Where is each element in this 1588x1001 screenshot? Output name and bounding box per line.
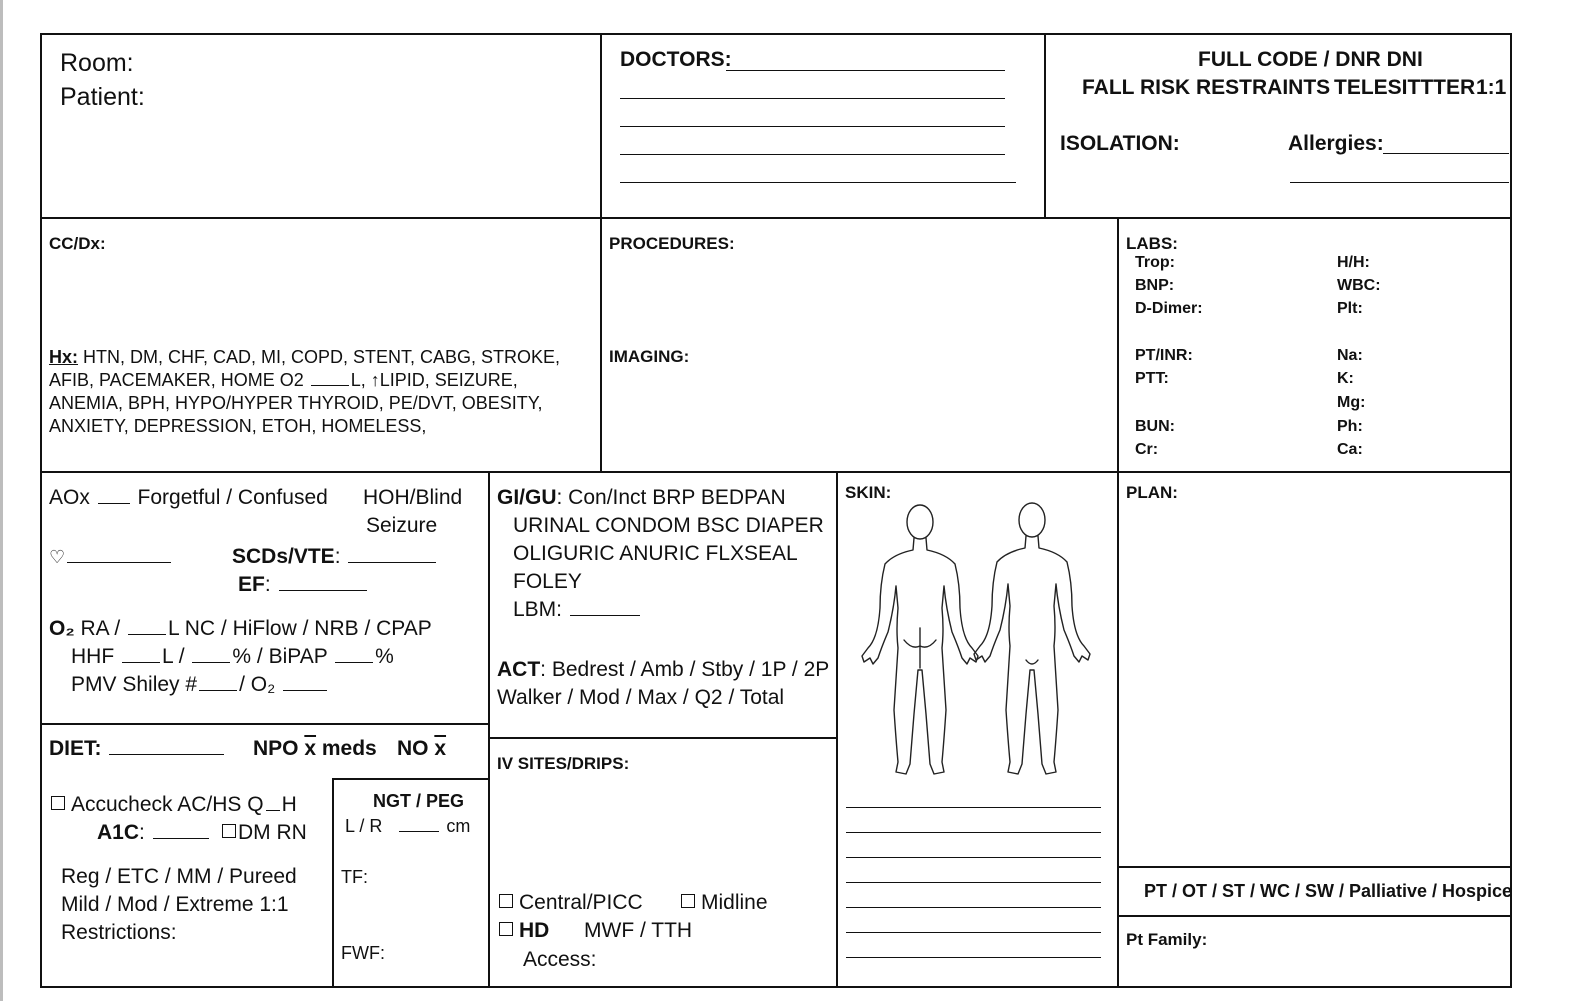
lab-wbc: WBC: xyxy=(1337,277,1381,294)
gi-options-2: URINAL CONDOM BSC DIAPER xyxy=(513,514,824,537)
seizure: Seizure xyxy=(366,514,438,537)
header-divider-a xyxy=(600,33,602,219)
aox-blank xyxy=(98,502,130,504)
allergies-label: Allergies: xyxy=(1288,132,1384,155)
skin-line-2 xyxy=(846,832,1101,833)
npo-label: NPO xyxy=(253,737,305,760)
lbm-blank xyxy=(570,614,640,616)
doctors-line-1 xyxy=(726,70,1005,71)
lab-ca: Ca: xyxy=(1337,441,1363,458)
dm-rn-label: DM RN xyxy=(238,821,307,844)
diet-label: DIET: xyxy=(49,737,102,760)
frame-bottom xyxy=(40,986,1512,988)
accucheck-h: H xyxy=(281,793,297,816)
frame-top xyxy=(40,33,1512,35)
aox-line xyxy=(49,484,328,511)
o2-flow-label: / O₂ xyxy=(239,673,282,696)
lab-mg: Mg: xyxy=(1337,394,1366,411)
gi-options-1: : Con/Inct BRP BEDPAN xyxy=(556,486,786,509)
dm-rn-checkbox[interactable] xyxy=(222,824,236,838)
lower-divider-b xyxy=(836,471,838,988)
diet-blank xyxy=(109,753,224,755)
act-line-1 xyxy=(497,656,829,683)
services-bottom-line xyxy=(1117,915,1512,917)
npo-meds-label: meds xyxy=(316,737,377,760)
header-divider-b xyxy=(1044,33,1046,219)
midline-checkbox[interactable] xyxy=(681,894,695,908)
o2-line-1 xyxy=(49,615,432,642)
allergies-line-1 xyxy=(1383,153,1509,154)
act-options-1: : Bedrest / Amb / Stby / 1P / 2P xyxy=(540,658,830,681)
hd-line[interactable] xyxy=(499,917,549,944)
lab-k: K: xyxy=(1337,370,1354,387)
ef-line xyxy=(238,571,369,598)
services-top-line xyxy=(1117,866,1512,868)
lbm-line xyxy=(513,596,642,623)
services-list: PT / OT / ST / WC / SW / Palliative / Hospice xyxy=(1144,881,1513,901)
aox-label: AOx xyxy=(49,486,90,509)
skin-line-6 xyxy=(846,932,1101,933)
npo-x-bar: $\overline{x}$ xyxy=(304,737,317,760)
gi-options-4: FOLEY xyxy=(513,570,582,593)
fall-risk: FALL RISK xyxy=(1082,76,1191,99)
skin-line-1 xyxy=(846,807,1101,808)
gi-line-1 xyxy=(497,484,786,511)
lab-ph: Ph: xyxy=(1337,418,1363,435)
accucheck-checkbox[interactable] xyxy=(51,796,65,810)
bipap-pct: % xyxy=(375,645,394,668)
cc-dx-label: CC/Dx: xyxy=(49,234,106,253)
lab-trop: Trop: xyxy=(1135,254,1175,271)
hd-label: HD xyxy=(519,919,550,942)
lab-bun: BUN: xyxy=(1135,418,1175,435)
lab-cr: Cr: xyxy=(1135,441,1159,458)
scds-colon: : xyxy=(334,545,341,568)
ngt-peg-label: NGT / PEG xyxy=(373,791,465,811)
body-figure-front xyxy=(974,503,1090,774)
a1c-label: A1C xyxy=(97,821,140,844)
body-figure-back xyxy=(862,505,978,774)
telesitter: TELESITTTER xyxy=(1334,76,1476,99)
o2-ra: RA / xyxy=(74,617,127,640)
ef-colon: : xyxy=(264,573,271,596)
scds-label: SCDs/VTE xyxy=(232,545,335,568)
fwf-label: FWF: xyxy=(341,943,385,963)
npo-meds xyxy=(253,735,377,762)
skin-line-7 xyxy=(846,957,1101,958)
iv-sites-label: IV SITES/DRIPS: xyxy=(497,754,630,773)
lab-ptinr: PT/INR: xyxy=(1135,347,1193,364)
imaging-label: IMAGING: xyxy=(609,347,690,366)
ngt-side: L / R xyxy=(345,816,383,836)
procedures-label: PROCEDURES: xyxy=(609,234,735,253)
tf-label: TF: xyxy=(341,867,368,887)
scds-blank xyxy=(348,561,436,563)
a1c-colon: : xyxy=(139,821,145,844)
o2-line-3 xyxy=(71,671,329,698)
hx-text-2a: AFIB, PACEMAKER, HOME O2 xyxy=(49,370,309,390)
pmv-shiley: PMV Shiley # xyxy=(71,673,198,696)
gi-gu-label: GI/GU xyxy=(497,486,557,509)
hhf-l-blank xyxy=(122,661,160,663)
accucheck-label: Accucheck AC/HS Q xyxy=(71,793,264,816)
skin-line-3 xyxy=(846,857,1101,858)
accucheck-line[interactable] xyxy=(51,791,297,818)
midline-label: Midline xyxy=(701,891,768,914)
o2-nc-blank xyxy=(128,633,166,635)
diet-restrictions: Restrictions: xyxy=(61,921,177,944)
frame-left xyxy=(40,33,42,988)
hx-line-4: ANXIETY, DEPRESSION, ETOH, HOMELESS, xyxy=(49,416,427,436)
no-label: NO xyxy=(397,737,435,760)
lab-na: Na: xyxy=(1337,347,1363,364)
iv-top-line xyxy=(488,737,838,739)
row-divider-1 xyxy=(40,217,1512,219)
doctors-line-4 xyxy=(620,154,1005,155)
central-picc-line[interactable] xyxy=(499,889,643,916)
diet-top-line xyxy=(40,723,490,725)
diet-thickness: Mild / Mod / Extreme 1:1 xyxy=(61,893,289,916)
hx-line-3: ANEMIA, BPH, HYPO/HYPER THYROID, PE/DVT, OBESITY, xyxy=(49,393,543,413)
hhf-label: HHF xyxy=(71,645,120,668)
hd-access: Access: xyxy=(523,948,597,971)
body-diagram xyxy=(858,500,1098,790)
gi-options-3: OLIGURIC ANURIC FLXSEAL xyxy=(513,542,798,565)
a1c-line xyxy=(97,819,211,846)
a1c-blank xyxy=(153,837,209,839)
dm-rn-line[interactable] xyxy=(222,819,307,846)
mid-divider-b xyxy=(1117,217,1119,988)
ef-blank xyxy=(279,589,367,591)
lab-ddimer: D-Dimer: xyxy=(1135,300,1203,317)
skin-label: SKIN: xyxy=(845,483,892,502)
hx-label: Hx: xyxy=(49,347,79,367)
ngt-left-line xyxy=(332,778,334,988)
hhf-l: L / xyxy=(162,645,191,668)
hd-schedule: MWF / TTH xyxy=(584,919,693,942)
forgetful-confused: Forgetful / Confused xyxy=(137,486,328,509)
plan-label: PLAN: xyxy=(1126,483,1178,502)
diet-line xyxy=(49,735,226,762)
act-options-2: Walker / Mod / Max / Q2 / Total xyxy=(497,686,785,709)
scds-line xyxy=(232,543,438,570)
central-picc-checkbox[interactable] xyxy=(499,894,513,908)
skin-line-5 xyxy=(846,907,1101,908)
o2-devices: L NC / HiFlow / NRB / CPAP xyxy=(168,617,432,640)
central-picc-label: Central/PICC xyxy=(519,891,643,914)
home-o2-blank xyxy=(311,384,349,386)
lab-hh: H/H: xyxy=(1337,254,1370,271)
lab-plt: Plt: xyxy=(1337,300,1363,317)
lbm-label: LBM: xyxy=(513,598,568,621)
hx-text-2b: L, ↑LIPID, SEIZURE, xyxy=(350,370,518,390)
heart-line xyxy=(49,543,173,570)
lab-ptt: PTT: xyxy=(1135,370,1169,387)
doctors-line-2 xyxy=(620,98,1005,99)
ngt-cm-blank xyxy=(399,830,439,832)
shiley-blank xyxy=(199,689,237,691)
code-status: FULL CODE / DNR DNI xyxy=(1198,48,1423,71)
hd-checkbox[interactable] xyxy=(499,922,513,936)
ef-label: EF xyxy=(238,573,265,596)
pt-family-label: Pt Family: xyxy=(1126,930,1208,949)
hx-line-2 xyxy=(49,369,518,392)
ngt-cm: cm xyxy=(441,816,471,836)
hx-line-1 xyxy=(49,346,560,369)
doctors-line-3 xyxy=(620,126,1005,127)
one-to-one: 1:1 xyxy=(1476,76,1507,99)
o2-flow-blank xyxy=(283,689,327,691)
restraints: RESTRAINTS xyxy=(1196,76,1331,99)
lower-divider-a xyxy=(488,471,490,988)
midline-line[interactable] xyxy=(681,889,768,916)
doctors-label: DOCTORS: xyxy=(620,48,732,71)
ngt-side-line xyxy=(345,815,470,838)
accucheck-q-blank xyxy=(266,809,280,811)
mid-divider-a xyxy=(600,217,602,473)
no-x xyxy=(397,735,446,762)
diet-consistency: Reg / ETC / MM / Pureed xyxy=(61,865,297,888)
labs-label: LABS: xyxy=(1126,234,1178,253)
lab-bnp: BNP: xyxy=(1135,277,1175,294)
room-label: Room: xyxy=(60,49,134,77)
allergies-line-2 xyxy=(1290,182,1509,183)
skin-line-4 xyxy=(846,882,1101,883)
heart-icon: ♡ xyxy=(49,547,66,567)
o2-line-2 xyxy=(71,643,394,670)
bipap-blank xyxy=(335,661,373,663)
frame-right xyxy=(1510,33,1512,988)
ngt-top-line xyxy=(332,778,490,780)
hhf-pct-blank xyxy=(192,661,230,663)
o2-label: O₂ xyxy=(49,617,75,640)
heart-blank xyxy=(67,561,171,563)
bipap-label: % / BiPAP xyxy=(232,645,334,668)
act-label: ACT xyxy=(497,658,541,681)
isolation-label: ISOLATION: xyxy=(1060,132,1180,155)
hx-text-1: HTN, DM, CHF, CAD, MI, COPD, STENT, CABG, STROKE, xyxy=(78,347,561,367)
doctors-line-5 xyxy=(620,182,1016,183)
hoh-blind: HOH/Blind xyxy=(363,486,463,509)
patient-label: Patient: xyxy=(60,83,145,111)
no-x-bar: $\overline{x}$ xyxy=(434,737,447,760)
row-divider-2 xyxy=(40,471,1512,473)
